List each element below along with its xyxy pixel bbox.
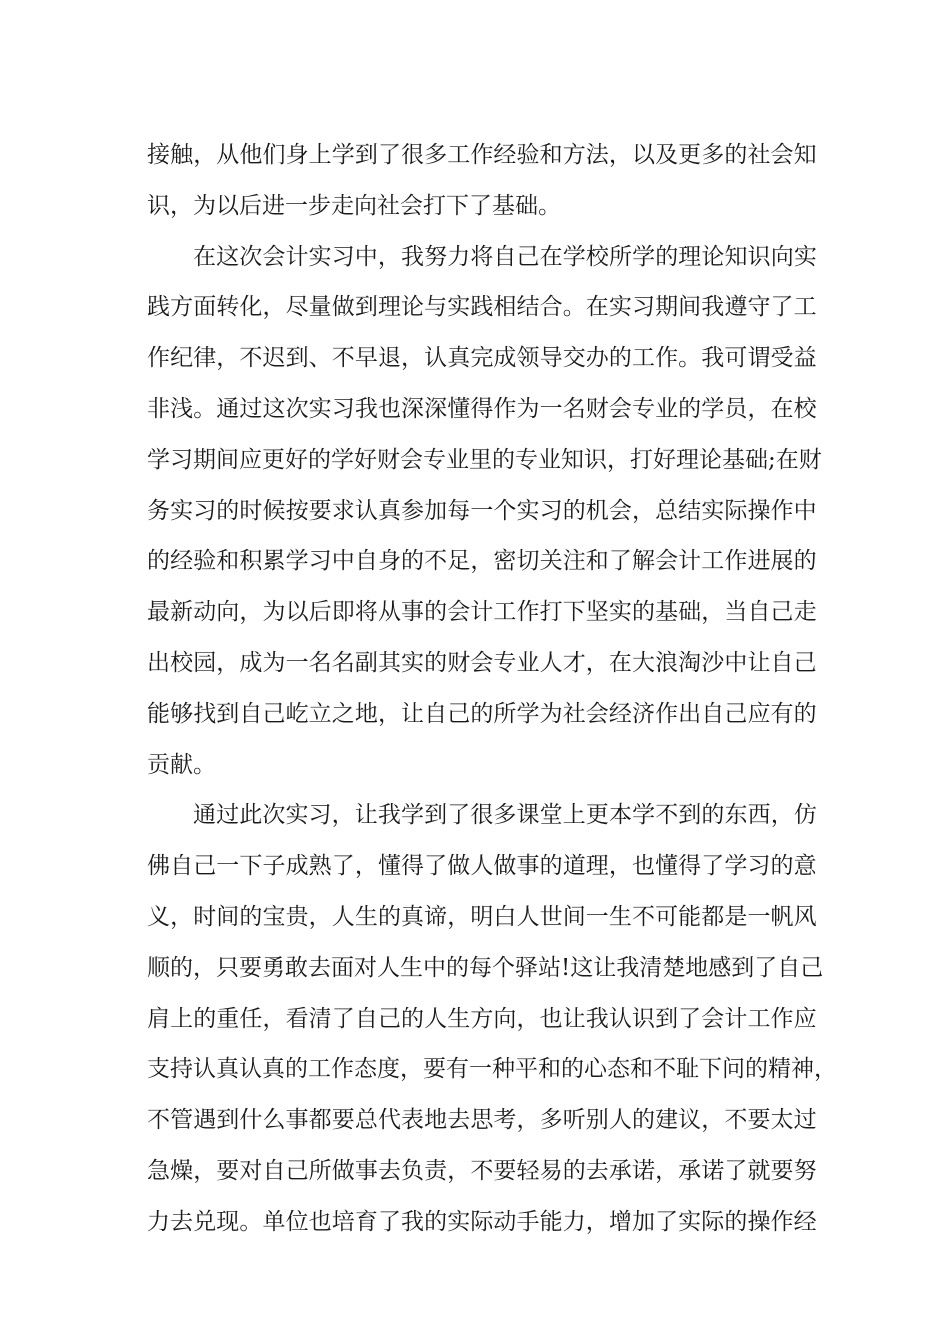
text-line: 能 够 找 到 自 己 屹 立 之 地 ， 让 自 己 的 所 学 为 社 会 经 济 作 出 自 己 应 有 的 <box>147 700 817 727</box>
text-line: 不 管 遇 到 什 么 事 都 要 总 代 表 地 去 思 考 ， 多 听 别 人 的 建 议 ， 不 要 太 过 <box>147 1107 817 1134</box>
text-line: 的 经 验 和 积 累 学 习 中 自 身 的 不 足 ， 密 切 关 注 和 了 解 会 计 工 作 进 展 的 <box>147 548 817 575</box>
text-line: 通 过 此 次 实 习 ， 让 我 学 到 了 很 多 课 堂 上 更 本 学 不 到 的 东 西 ， 仿 <box>193 802 817 829</box>
text-line: 贡献。 <box>147 751 216 778</box>
text-line: 肩 上 的 重 任 ， 看 清 了 自 己 的 人 生 方 向 ， 也 让 我 认 识 到 了 会 计 工 作 应 <box>147 1005 817 1032</box>
text-line: 出 校 园 ， 成 为 一 名 名 副 其 实 的 财 会 专 业 人 才 ， 在 大 浪 淘 沙 中 让 自 己 <box>147 649 817 676</box>
text-line: 学 习 期 间 应 更 好 的 学 好 财 会 专 业 里 的 专 业 知 识 ， 打 好 理 论 基 础 ; 在 财 <box>147 446 822 473</box>
document-body <box>147 130 837 1248</box>
text-line: 务 实 习 的 时 候 按 要 求 认 真 参 加 每 一 个 实 习 的 机 会 ， 总 结 实 际 操 作 中 <box>147 497 817 524</box>
text-line: 义 ， 时 间 的 宝 贵 ， 人 生 的 真 谛 ， 明 白 人 世 间 一 生 不 可 能 都 是 一 帆 风 <box>147 903 817 930</box>
text-line: 力 去 兑 现 。 单 位 也 培 育 了 我 的 实 际 动 手 能 力 ， 增 加 了 实 际 的 操 作 经 <box>147 1208 817 1235</box>
text-line: 支 持 认 真 认 真 的 工 作 态 度 ， 要 有 一 种 平 和 的 心 态 和 不 耻 下 问 的 精 神 ， <box>147 1056 837 1083</box>
text-line: 在 这 次 会 计 实 习 中 ， 我 努 力 将 自 己 在 学 校 所 学 的 理 论 知 识 向 实 <box>193 243 817 270</box>
text-line: 最 新 动 向 ， 为 以 后 即 将 从 事 的 会 计 工 作 打 下 坚 实 的 基 础 ， 当 自 己 走 <box>147 599 817 626</box>
text-line: 非 浅 。 通 过 这 次 实 习 我 也 深 深 懂 得 作 为 一 名 财 会 专 业 的 学 员 ， 在 校 <box>147 395 817 422</box>
text-line: 佛 自 己 一 下 子 成 熟 了 ， 懂 得 了 做 人 做 事 的 道 理 ， 也 懂 得 了 学 习 的 意 <box>147 853 817 880</box>
text-line: 接 触 ， 从 他 们 身 上 学 到 了 很 多 工 作 经 验 和 方 法 ， 以 及 更 多 的 社 会 知 <box>147 142 817 168</box>
text-line: 践 方 面 转 化 ， 尽 量 做 到 理 论 与 实 践 相 结 合 。 在 实 习 期 间 我 遵 守 了 工 <box>147 294 817 321</box>
text-line: 作 纪 律 ， 不 迟 到 、 不 早 退 ， 认 真 完 成 领 导 交 办 的 工 作 。 我 可 谓 受 益 <box>147 345 817 372</box>
text-line: 急 燥 ， 要 对 自 己 所 做 事 去 负 责 ， 不 要 轻 易 的 去 承 诺 ， 承 诺 了 就 要 努 <box>147 1157 817 1184</box>
text-line: 识，为以后进一步走向社会打下了基础。 <box>147 192 561 219</box>
text-line: 顺 的 ， 只 要 勇 敢 去 面 对 人 生 中 的 每 个 驿 站 ! 这 让 我 清 楚 地 感 到 了 自 己 <box>147 954 824 981</box>
